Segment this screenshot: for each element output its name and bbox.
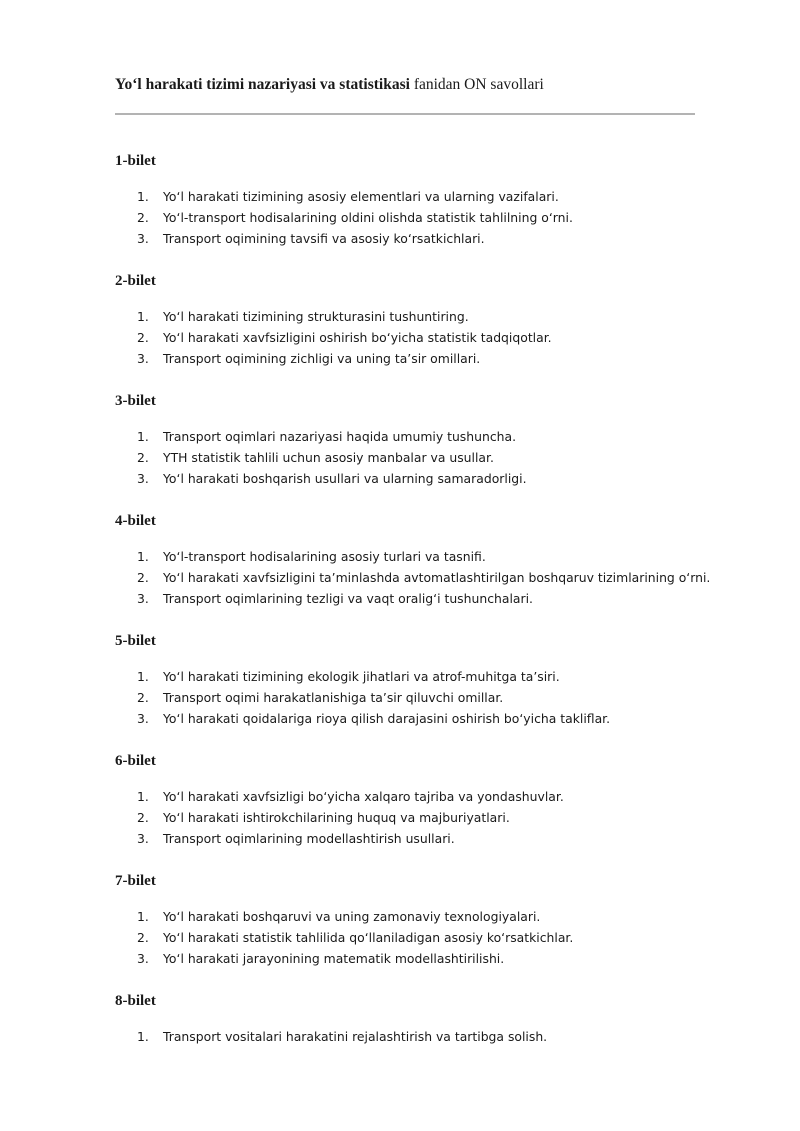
question-text: Yo‘l-transport hodisalarining oldini olishda statistik tahlilning o‘rni. — [163, 210, 573, 225]
question-text: Yo‘l harakati xavfsizligini ta’minlashda avtomatlashtirilgan boshqaruv tizimlarining o‘rni. — [163, 570, 711, 585]
document-title-rest: fanidan ON savollari — [409, 76, 544, 93]
question-list — [115, 306, 705, 369]
question-text: Transport vositalari harakatini rejalashtirish va tartibga solish. — [163, 1029, 548, 1044]
bilet-heading: 4-bilet — [115, 513, 156, 529]
question-item — [115, 546, 705, 567]
question-text: Transport oqimi harakatlanishiga ta’sir qiluvchi omillar. — [163, 690, 504, 705]
question-item — [115, 927, 705, 948]
question-number: 3. — [137, 951, 149, 966]
question-item — [115, 666, 705, 687]
question-number: 2. — [137, 690, 149, 705]
question-list — [115, 666, 705, 729]
document-title — [115, 76, 715, 94]
question-number: 2. — [137, 450, 149, 465]
question-number: 1. — [137, 189, 149, 204]
question-item — [115, 567, 711, 588]
question-item — [115, 186, 705, 207]
bilet-list — [115, 150, 711, 1110]
question-text: Yo‘l harakati ishtirokchilarining huquq va majburiyatlari. — [163, 810, 510, 825]
question-text: Yo‘l harakati tizimining ekologik jihatlari va atrof-muhitga ta’siri. — [163, 669, 560, 684]
question-number: 3. — [137, 351, 149, 366]
document-title-bold: Yo‘l harakati tizimi nazariyasi va statistikasi — [115, 76, 410, 93]
bilet-heading: 2-bilet — [115, 273, 156, 289]
question-item — [115, 468, 705, 489]
bilet-heading: 8-bilet — [115, 993, 156, 1009]
title-divider — [115, 113, 695, 115]
bilet-heading: 6-bilet — [115, 753, 156, 769]
question-text: Yo‘l harakati qoidalariga rioya qilish darajasini oshirish bo‘yicha takliflar. — [163, 711, 611, 726]
question-item — [115, 426, 705, 447]
question-item — [115, 207, 705, 228]
question-item — [115, 447, 705, 468]
bilet-heading: 1-bilet — [115, 153, 156, 169]
question-item — [115, 228, 705, 249]
question-number: 1. — [137, 549, 149, 564]
question-text: Transport oqimining zichligi va uning ta’sir omillari. — [163, 351, 481, 366]
question-item — [115, 807, 705, 828]
question-number: 1. — [137, 309, 149, 324]
question-item — [115, 948, 705, 969]
question-number: 3. — [137, 471, 149, 486]
question-number: 2. — [137, 570, 149, 585]
question-item — [115, 708, 705, 729]
question-text: Yo‘l harakati xavfsizligi bo‘yicha xalqaro tajriba va yondashuvlar. — [163, 789, 564, 804]
bilet-heading: 3-bilet — [115, 393, 156, 409]
bilet-6 — [115, 750, 705, 870]
question-number: 3. — [137, 831, 149, 846]
question-text: Yo‘l harakati xavfsizligini oshirish bo‘yicha statistik tadqiqotlar. — [163, 330, 552, 345]
question-text: Yo‘l harakati statistik tahlilida qo‘llaniladigan asosiy ko‘rsatkichlar. — [163, 930, 574, 945]
question-item — [115, 327, 705, 348]
question-item — [115, 786, 705, 807]
question-number: 3. — [137, 231, 149, 246]
bilet-7 — [115, 870, 705, 990]
question-number: 2. — [137, 930, 149, 945]
question-list — [115, 546, 711, 609]
question-text: YTH statistik tahlili uchun asosiy manbalar va usullar. — [163, 450, 494, 465]
question-text: Yo‘l harakati boshqaruvi va uning zamonaviy texnologiyalari. — [163, 909, 541, 924]
question-text: Transport oqimining tavsifi va asosiy ko‘rsatkichlari. — [163, 231, 485, 246]
question-list — [115, 786, 705, 849]
bilet-1 — [115, 150, 705, 270]
question-list — [115, 186, 705, 249]
question-number: 2. — [137, 810, 149, 825]
question-number: 3. — [137, 591, 149, 606]
bilet-3 — [115, 390, 705, 510]
question-number: 1. — [137, 669, 149, 684]
question-list — [115, 906, 705, 969]
question-number: 2. — [137, 330, 149, 345]
bilet-8 — [115, 990, 705, 1110]
question-list — [115, 1026, 705, 1047]
question-item — [115, 828, 705, 849]
question-text: Transport oqimlarining modellashtirish usullari. — [163, 831, 455, 846]
question-text: Yo‘l harakati tizimining strukturasini tushuntiring. — [163, 309, 469, 324]
question-number: 1. — [137, 909, 149, 924]
question-number: 1. — [137, 429, 149, 444]
question-text: Transport oqimlari nazariyasi haqida umumiy tushuncha. — [163, 429, 517, 444]
bilet-2 — [115, 270, 705, 390]
question-text: Transport oqimlarining tezligi va vaqt oralig‘i tushunchalari. — [163, 591, 533, 606]
question-item — [115, 348, 705, 369]
question-item — [115, 906, 705, 927]
question-text: Yo‘l harakati boshqarish usullari va ularning samaradorligi. — [163, 471, 527, 486]
bilet-4 — [115, 510, 711, 630]
question-item — [115, 588, 705, 609]
bilet-5 — [115, 630, 705, 750]
bilet-heading: 7-bilet — [115, 873, 156, 889]
question-item — [115, 687, 705, 708]
question-item — [115, 306, 705, 327]
question-number: 1. — [137, 1029, 149, 1044]
bilet-heading: 5-bilet — [115, 633, 156, 649]
question-text: Yo‘l harakati jarayonining matematik modellashtirilishi. — [163, 951, 505, 966]
question-text: Yo‘l-transport hodisalarining asosiy turlari va tasnifi. — [163, 549, 486, 564]
question-number: 2. — [137, 210, 149, 225]
question-number: 3. — [137, 711, 149, 726]
question-list — [115, 426, 705, 489]
question-text: Yo‘l harakati tizimining asosiy elementlari va ularning vazifalari. — [163, 189, 559, 204]
question-item — [115, 1026, 705, 1047]
question-number: 1. — [137, 789, 149, 804]
